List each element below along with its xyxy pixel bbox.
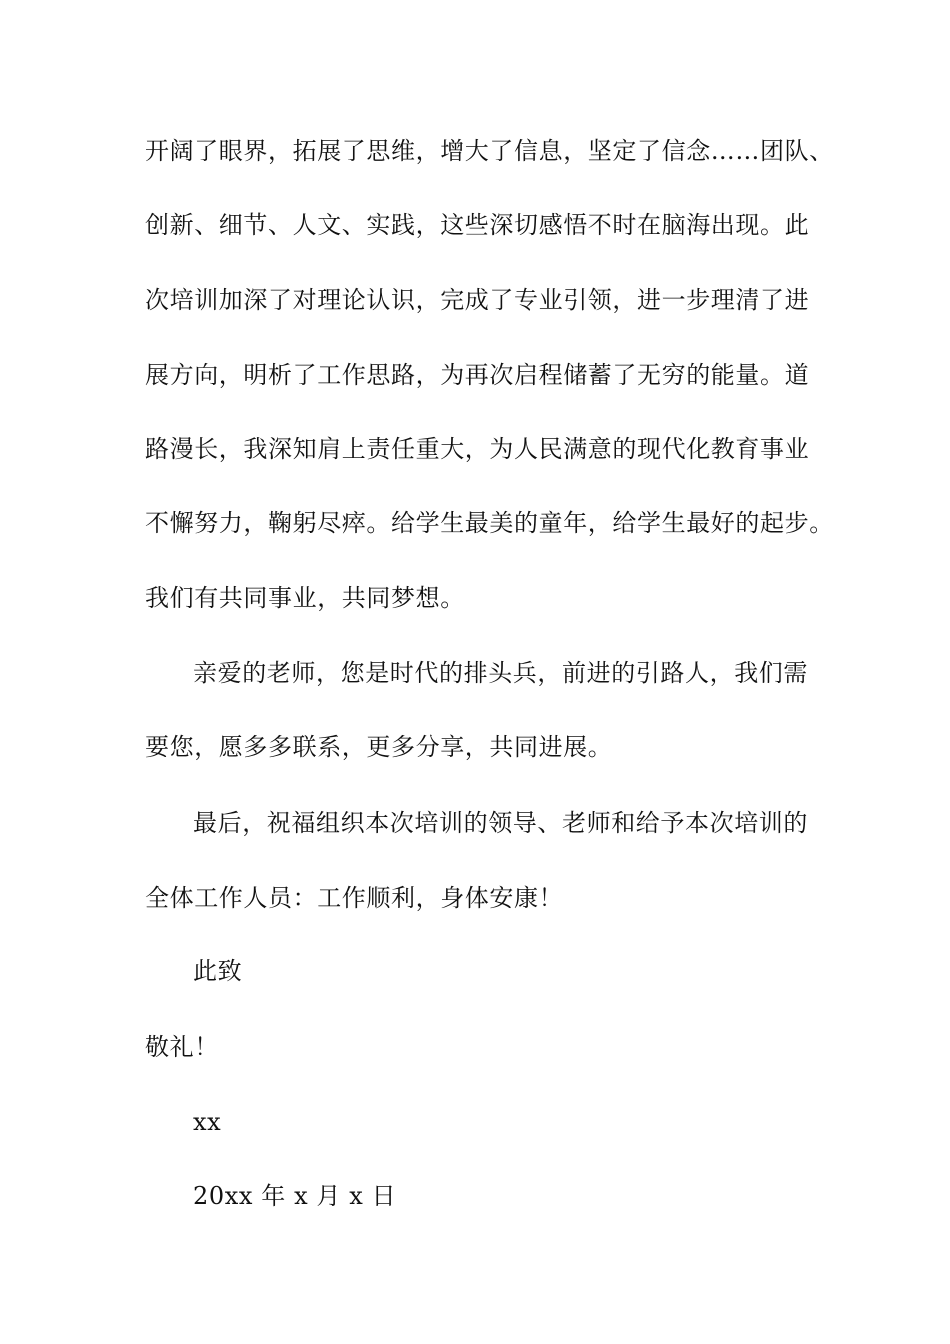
closing-line: 此致	[193, 957, 243, 985]
paragraph-line: 路漫长，我深知肩上责任重大，为人民满意的现代化教育事业	[145, 435, 810, 463]
paragraph-line: 亲爱的老师，您是时代的排头兵，前进的引路人，我们需	[193, 659, 808, 687]
paragraph-line: 次培训加深了对理论认识，完成了专业引领，进一步理清了进	[145, 286, 810, 314]
paragraph-line: 全体工作人员：工作顺利，身体安康！	[145, 884, 564, 912]
paragraph-line: 创新、细节、人文、实践，这些深切感悟不时在脑海出现。此	[145, 211, 810, 239]
salutation-line: 敬礼！	[145, 1033, 219, 1061]
paragraph-line: 展方向，明析了工作思路，为再次启程储蓄了无穷的能量。道	[145, 361, 810, 389]
paragraph-line: 不懈努力，鞠躬尽瘁。给学生最美的童年，给学生最好的起步。	[145, 509, 834, 537]
paragraph-line: 要您，愿多多联系，更多分享，共同进展。	[145, 733, 613, 761]
paragraph-line: 最后，祝福组织本次培训的领导、老师和给予本次培训的	[193, 809, 808, 837]
paragraph-line: 开阔了眼界，拓展了思维，增大了信息，坚定了信念……团队、	[145, 137, 834, 165]
paragraph-line: 我们有共同事业，共同梦想。	[145, 584, 465, 612]
date-line: 20xx 年 x 月 x 日	[193, 1182, 397, 1210]
signature-line: xx	[193, 1108, 222, 1136]
